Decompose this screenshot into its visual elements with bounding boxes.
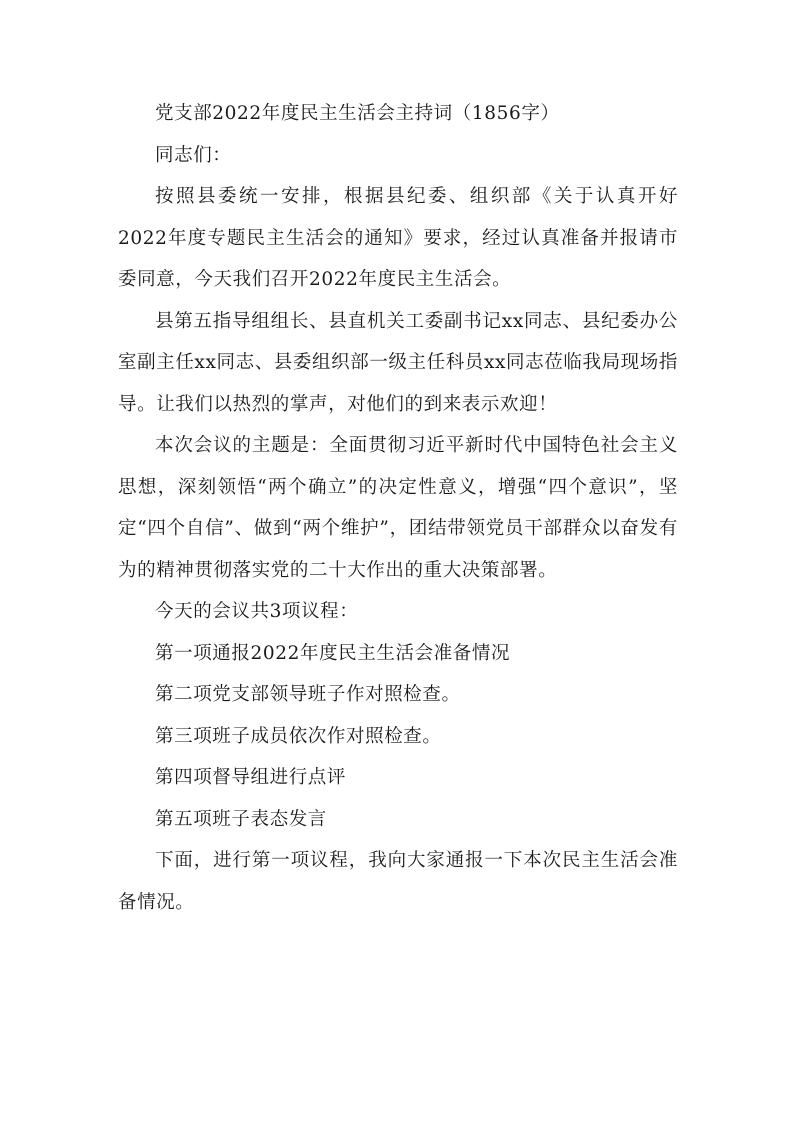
- agenda-item-3: 第三项班子成员依次作对照检查。: [155, 725, 442, 747]
- agenda-intro: 今天的会议共3项议程：: [155, 601, 359, 622]
- paragraph-theme: 本次会议的主题是：全面贯彻习近平新时代中国特色社会主义思想，深刻领悟“两个确立”的决定性意义，增强“四个意识”，坚定“四个自信”、做到“两个维护”，团结带领党员干部群众以奋发有为的精神贯彻落实党的二十大作出的重大决策部署。: [118, 435, 678, 581]
- closing-paragraph: 下面，进行第一项议程，我向大家通报一下本次民主生活会准备情况。: [118, 850, 678, 913]
- document-body: [118, 93, 678, 923]
- agenda-item-5: 第五项班子表态发言: [155, 808, 327, 830]
- agenda-item-1: 第一项通报2022年度民主生活会准备情况: [155, 642, 511, 664]
- agenda-item-4: 第四项督导组进行点评: [155, 767, 347, 788]
- document-title: 党支部2022年度民主生活会主持词（1856字）: [155, 103, 560, 124]
- paragraph-guests: 县第五指导组组长、县直机关工委副书记xx同志、县纪委办公室副主任xx同志、县委组织部一级主任科员xx同志莅临我局现场指导。让我们以热烈的掌声，对他们的到来表示欢迎！: [118, 310, 678, 415]
- agenda-item-2: 第二项党支部领导班子作对照检查。: [155, 684, 461, 705]
- paragraph-arrangement: 按照县委统一安排，根据县纪委、组织部《关于认真开好2022年度专题民主生活会的通知》要求，经过认真准备并报请市委同意，今天我们召开2022年度民主生活会。: [118, 186, 678, 290]
- greeting: 同志们：: [155, 144, 232, 166]
